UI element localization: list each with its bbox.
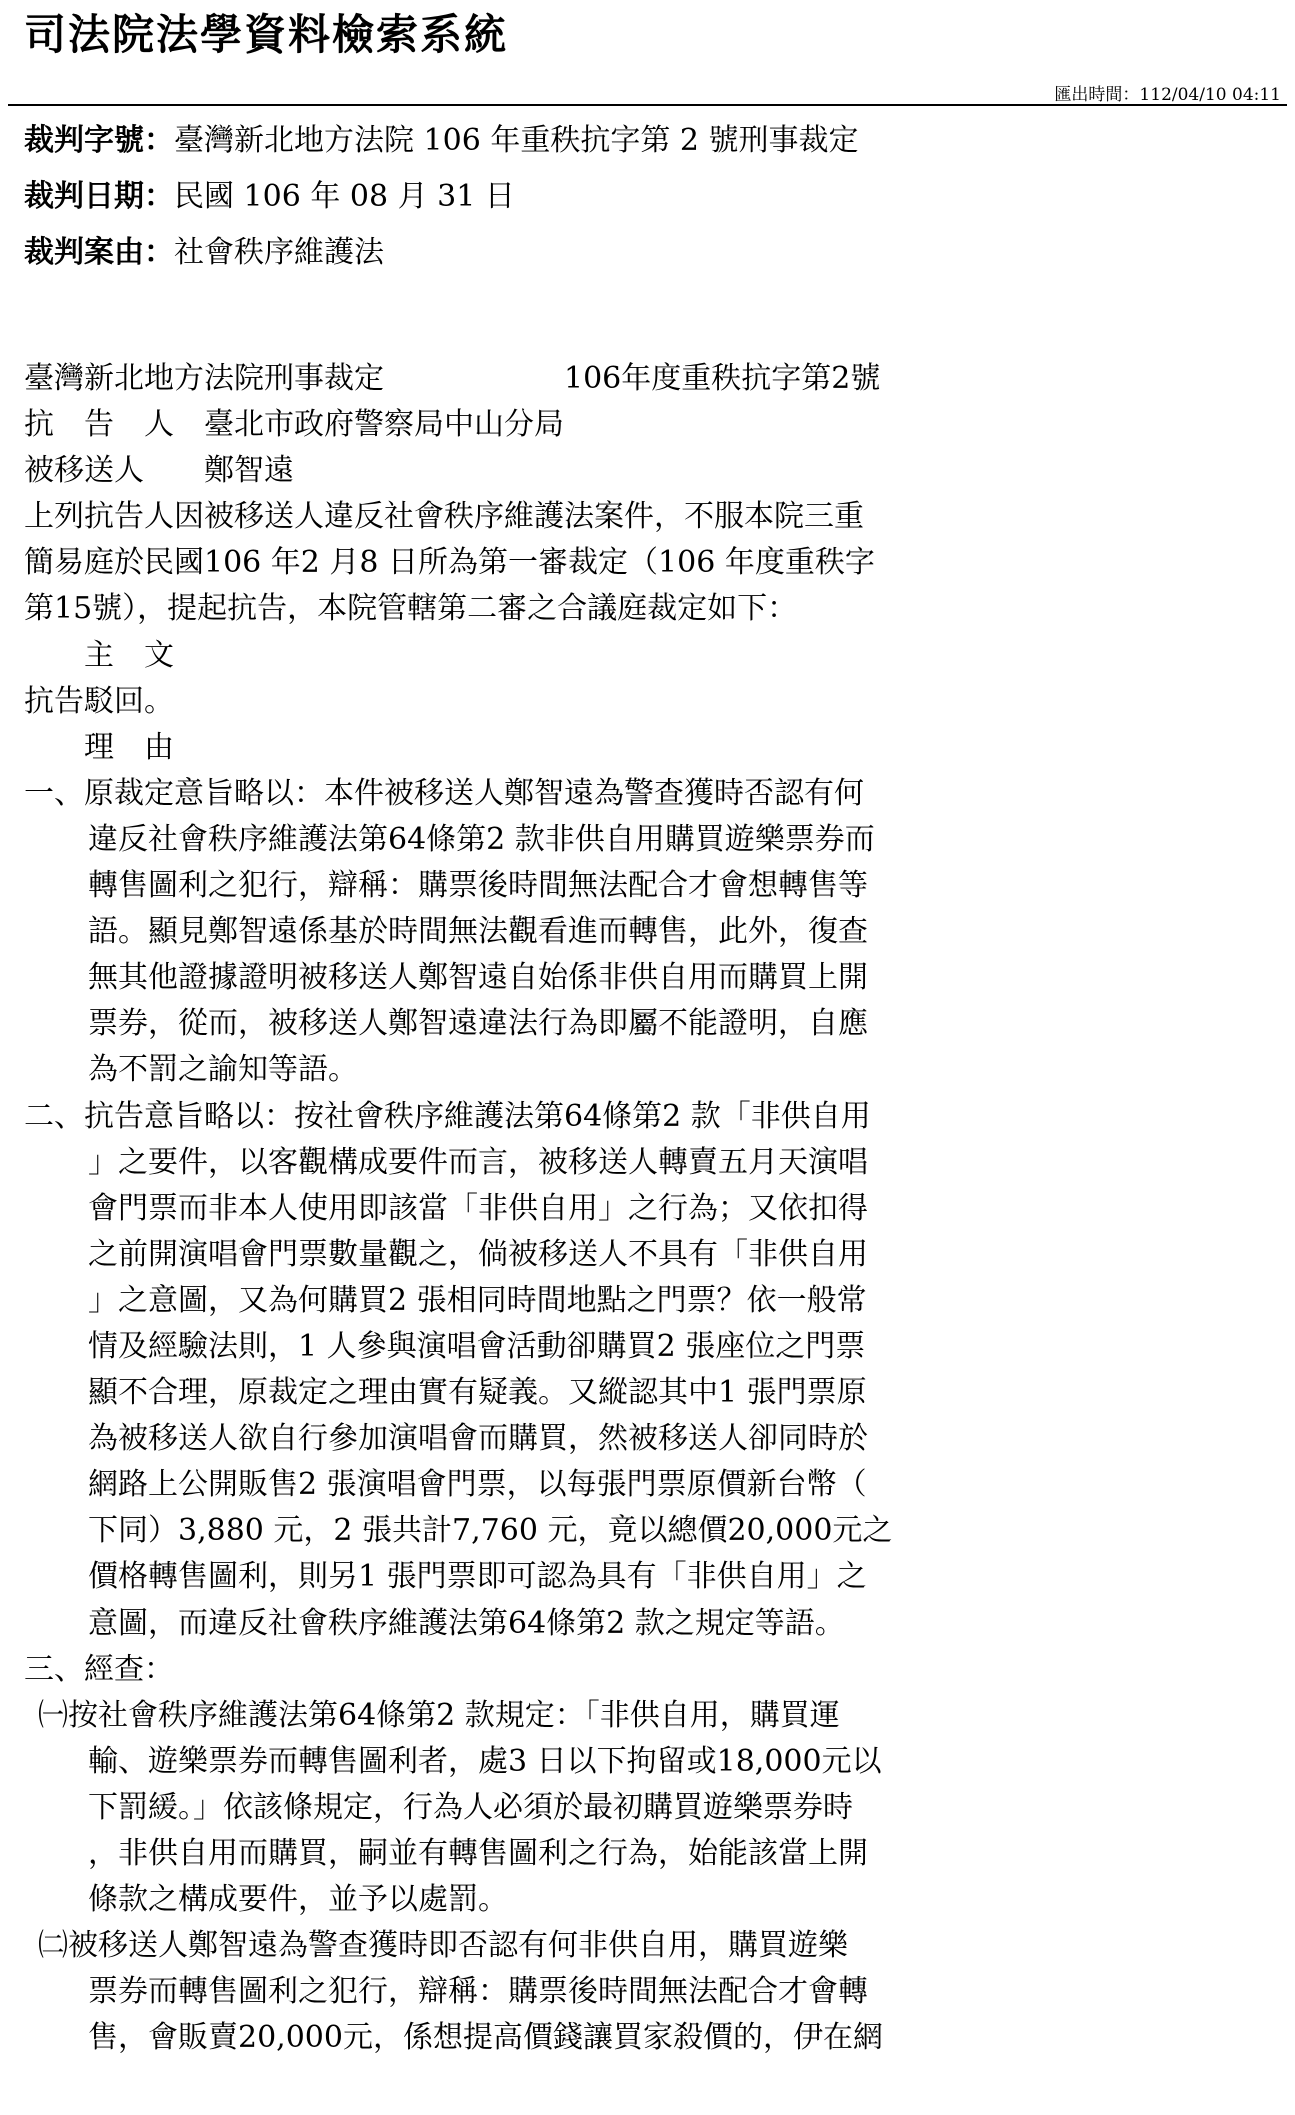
reason-2-line: 」之要件，以客觀構成要件而言，被移送人轉賣五月天演唱 [88,1144,868,1180]
case-number-value: 臺灣新北地方法院 106 年重秩抗字第 2 號刑事裁定 [174,123,859,158]
judgment-date-row [24,179,515,214]
system-title: 司法院法學資料檢索系統 [24,10,509,59]
reason-1-line: 語。顯見鄭智遠係基於時間無法觀看進而轉售，此外，復查 [88,914,868,950]
appellant-line: 抗 告 人 臺北市政府警察局中山分局 [24,407,564,443]
respondent-line: 被移送人 鄭智遠 [24,453,294,489]
reason-2-line: 顯不合理，原裁定之理由實有疑義。又縱認其中1 張門票原 [88,1375,867,1411]
reason-1-line: 違反社會秩序維護法第64條第2 款非供自用購買遊樂票券而 [88,821,875,857]
finding-1-line: ㈠按社會秩序維護法第64條第2 款規定：「非供自用，購買運 [38,1697,840,1733]
finding-2-line: 售，會販賣20,000元，係想提高價錢讓買家殺價的，伊在網 [88,2020,883,2056]
reason-2-line: 下同）3,880 元，2 張共計7,760 元，竟以總價20,000元之 [88,1513,893,1549]
reason-2-line: 二、抗告意旨略以：按社會秩序維護法第64條第2 款「非供自用 [24,1098,871,1134]
header-divider [8,104,1287,106]
reason-1-line: 一、原裁定意旨略以：本件被移送人鄭智遠為警查獲時否認有何 [24,775,864,811]
case-cause-value: 社會秩序維護法 [174,235,384,270]
judgment-date-value: 民國 106 年 08 月 31 日 [174,179,515,214]
finding-1-line: 輸、遊樂票券而轉售圖利者，處3 日以下拘留或18,000元以 [88,1743,882,1779]
reason-2-line: 價格轉售圖利，則另1 張門票即可認為具有「非供自用」之 [88,1559,867,1595]
reason-2-line: 意圖，而違反社會秩序維護法第64條第2 款之規定等語。 [88,1605,845,1641]
reason-2-line: 情及經驗法則，1 人參與演唱會活動卻購買2 張座位之門票 [88,1328,866,1364]
reason-1-line: 為不罰之諭知等語。 [88,1052,358,1088]
export-timestamp: 匯出時間：112/04/10 04:11 [1054,85,1281,105]
case-number-row [24,123,859,158]
finding-2-line: 票券而轉售圖利之犯行，辯稱：購票後時間無法配合才會轉 [88,1974,868,2010]
ruling-body [24,356,974,2061]
case-cause-label: 裁判案由： [24,235,174,270]
preamble-line: 上列抗告人因被移送人違反社會秩序維護法案件，不服本院三重 [24,499,864,535]
reason-1-line: 無其他證據證明被移送人鄭智遠自始係非供自用而購買上開 [88,960,868,996]
finding-1-line: 條款之構成要件，並予以處罰。 [88,1882,508,1918]
finding-1-line: 下罰緩。」依該條規定，行為人必須於最初購買遊樂票券時 [88,1789,853,1825]
preamble-line: 第15號），提起抗告，本院管轄第二審之合議庭裁定如下： [24,591,798,627]
case-cause-row [24,235,384,270]
reason-2-line: 之前開演唱會門票數量觀之，倘被移送人不具有「非供自用 [88,1236,868,1272]
reason-3-heading: 三、經查： [24,1651,174,1687]
finding-2-line: ㈡被移送人鄭智遠為警查獲時即否認有何非供自用，購買遊樂 [38,1928,848,1964]
reason-1-line: 轉售圖利之犯行，辯稱：購票後時間無法配合才會想轉售等 [88,868,868,904]
reason-2-line: 會門票而非本人使用即該當「非供自用」之行為；又依扣得 [88,1190,868,1226]
finding-1-line: ，非供自用而購買，嗣並有轉售圖利之行為，始能該當上開 [88,1836,868,1871]
reason-2-line: 」之意圖，又為何購買2 張相同時間地點之門票？依一般常 [88,1282,867,1318]
reasons-heading: 理 由 [24,729,174,765]
preamble-line: 簡易庭於民國106 年2 月8 日所為第一審裁定（106 年度重秩字 [24,545,875,581]
reason-2-line: 為被移送人欲自行參加演唱會而購買，然被移送人卻同時於 [88,1421,868,1457]
main-text-line: 抗告駁回。 [24,683,174,719]
reason-2-line: 網路上公開販售2 張演唱會門票，以每張門票原價新台幣（ [88,1467,867,1503]
judgment-date-label: 裁判日期： [24,179,174,214]
ruling-heading-line: 臺灣新北地方法院刑事裁定 106年度重秩抗字第2號 [24,361,881,396]
case-number-label: 裁判字號： [24,123,174,158]
reason-1-line: 票券，從而，被移送人鄭智遠違法行為即屬不能證明，自應 [88,1006,868,1042]
main-text-heading: 主 文 [24,637,174,673]
